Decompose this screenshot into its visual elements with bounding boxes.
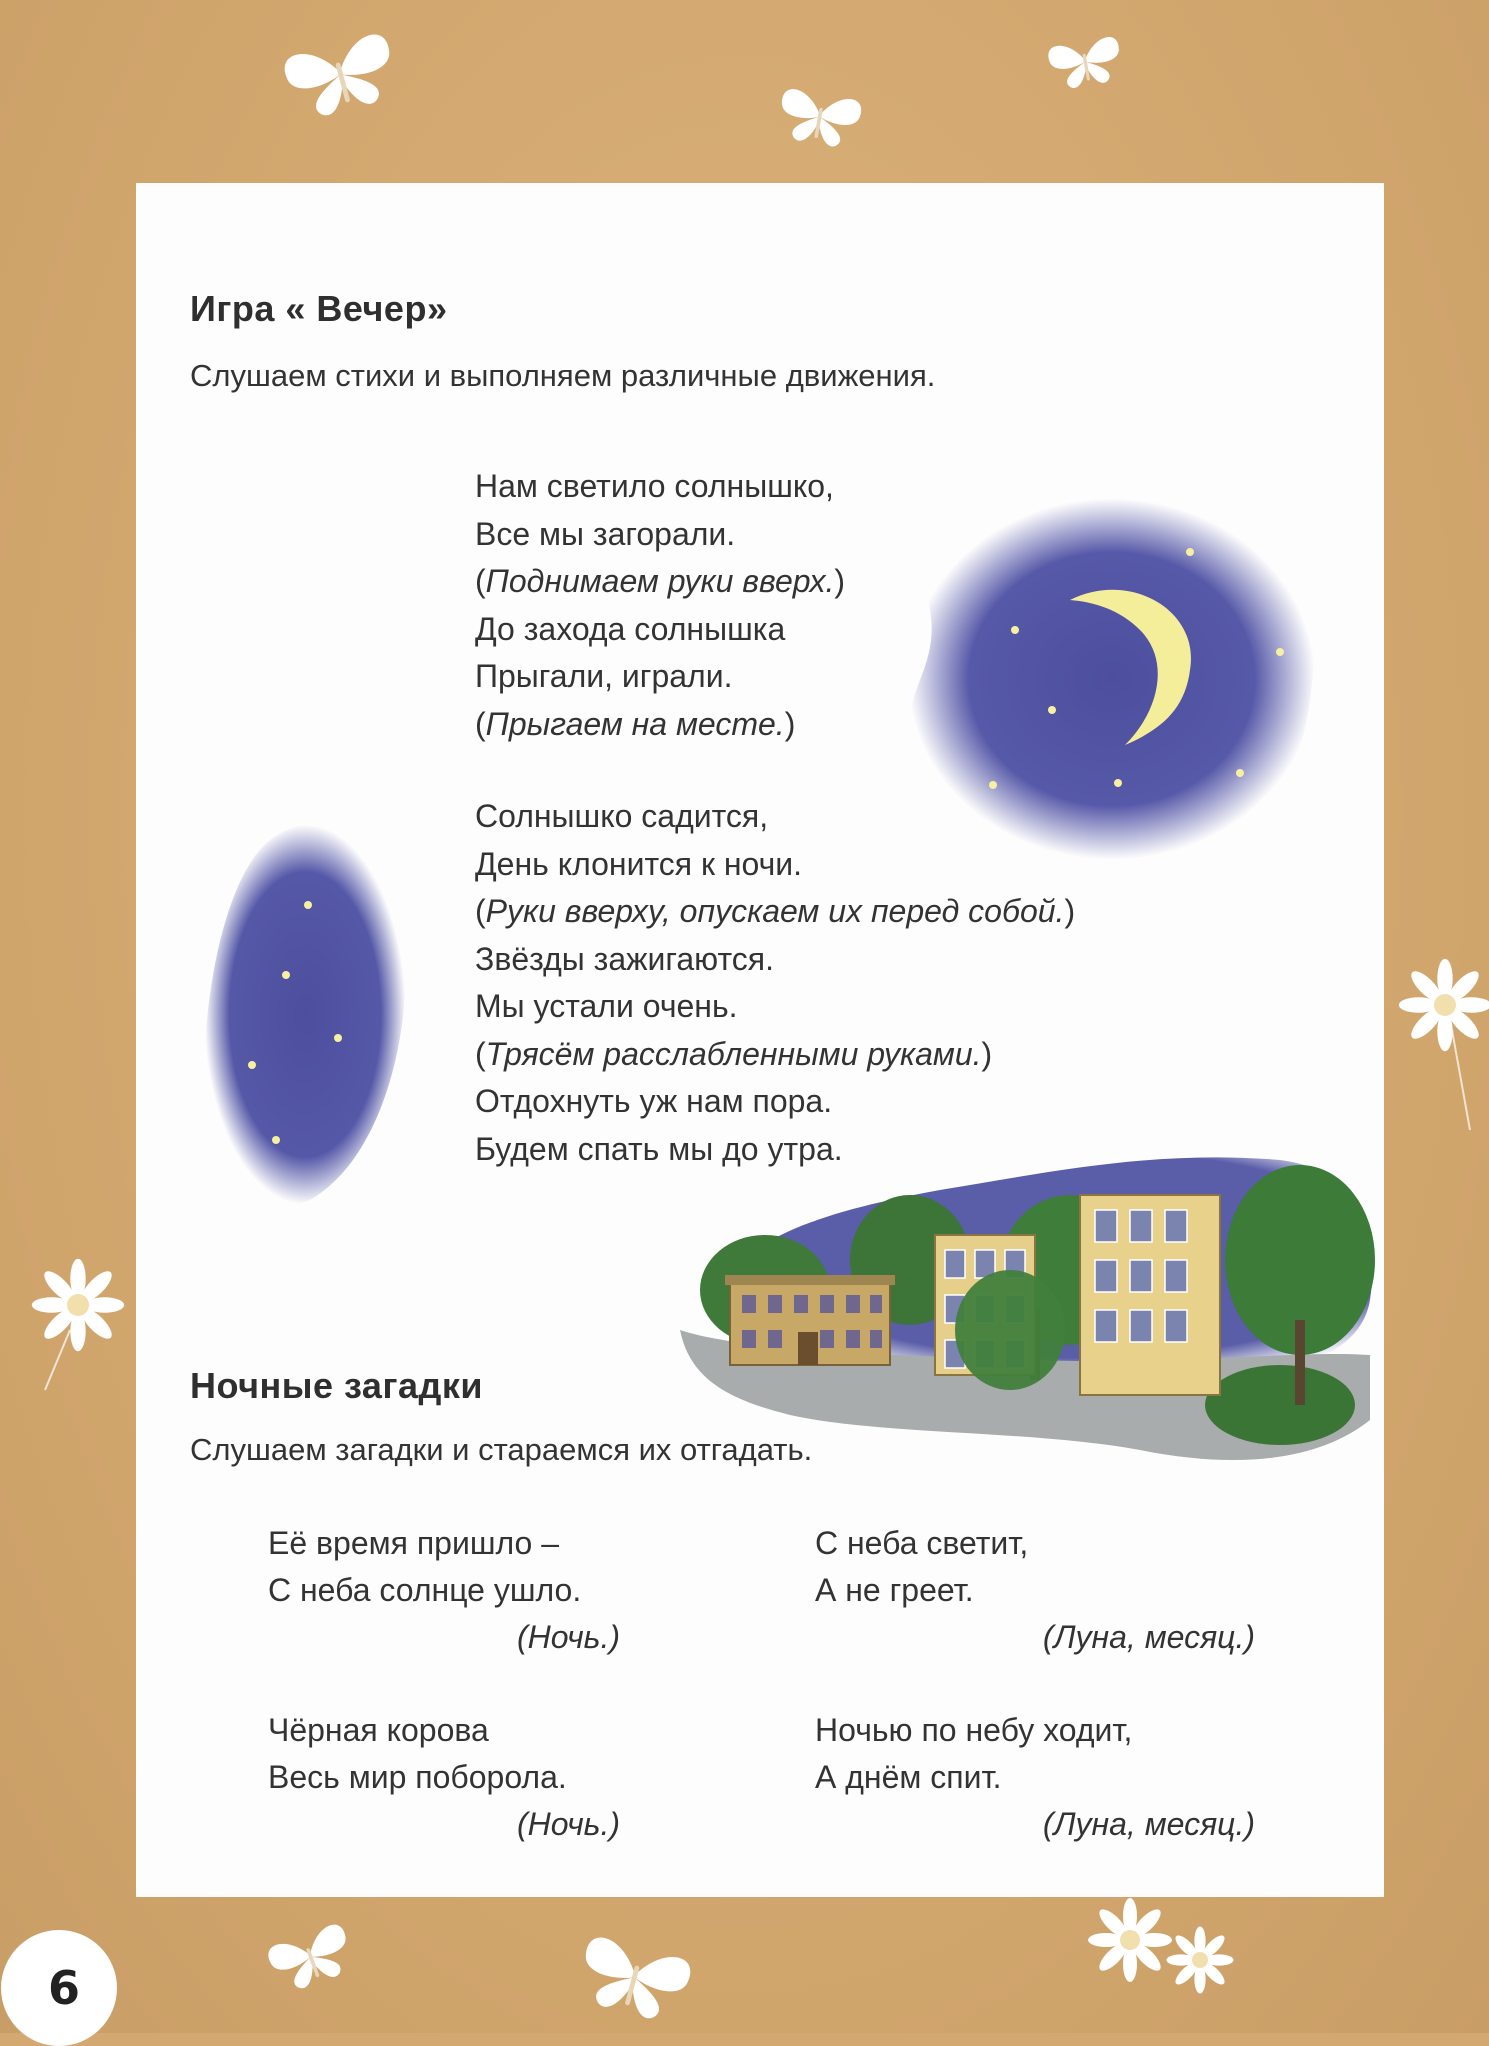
poem-line: Нам светило солнышко,: [475, 468, 834, 504]
page-number: 6: [1, 1930, 117, 2046]
poem-stage-direction: (Руки вверху, опускаем их перед собой.): [475, 893, 1076, 929]
riddle-line: С неба солнце ушло.: [268, 1572, 582, 1608]
poem-line: День клонится к ночи.: [475, 845, 803, 882]
poem-stage-direction-text: Руки вверху, опускаем их перед собой.: [485, 893, 1065, 929]
night-sky-stars-illustration: [190, 800, 430, 1220]
riddle-answer: (Луна, месяц.): [1042, 1806, 1255, 1842]
riddle-line: Ночью по небу ходит,: [815, 1712, 1133, 1748]
poem-stage-direction: (Поднимаем руки вверх.): [475, 563, 846, 599]
poem-line: До захода солнышка: [475, 610, 786, 647]
daisy-icon: [1399, 959, 1489, 1051]
riddle-line: А не греет.: [815, 1572, 974, 1608]
butterfly-icon: [776, 87, 863, 150]
daisy-icon: [32, 1259, 124, 1351]
game-intro: Слушаем стихи и выполняем различные движения.: [190, 358, 936, 393]
poem-line: Все мы загорали.: [475, 515, 736, 552]
riddle-1: [268, 1520, 620, 1661]
riddle-answer: (Луна, месяц.): [1042, 1619, 1255, 1655]
poem-line: Будем спать мы до утра.: [475, 1130, 843, 1167]
riddle-line: Весь мир поборола.: [268, 1759, 567, 1795]
butterfly-icon: [281, 31, 401, 123]
riddle-line: Её время пришло –: [268, 1525, 560, 1561]
town-illustration: [680, 1150, 1380, 1480]
riddles-intro: Слушаем загадки и стараемся их отгадать.: [190, 1432, 813, 1467]
riddle-line: Чёрная корова: [268, 1712, 489, 1748]
poem-line: Звёзды зажигаются.: [475, 940, 774, 977]
poem-line: Солнышко садится,: [475, 798, 769, 834]
riddle-4: [815, 1707, 1255, 1848]
poem-stage-direction-text: Поднимаем руки вверх.: [485, 563, 835, 599]
riddle-line: С неба светит,: [815, 1525, 1029, 1561]
poem-stage-direction: (Прыгаем на месте.): [475, 705, 796, 742]
daisy-icon: [1166, 1926, 1233, 1993]
riddle-line: А днём спит.: [815, 1759, 1002, 1795]
poem-stanza-1: [475, 463, 845, 748]
poem-stanza-2: [475, 793, 1075, 1173]
poem-line: Мы устали очень.: [475, 988, 738, 1024]
poem-stage-direction-text: Трясём расслабленными руками.: [485, 1035, 982, 1072]
poem-line: Отдохнуть уж нам пора.: [475, 1083, 833, 1119]
poem-stage-direction-text: Прыгаем на месте.: [485, 705, 785, 742]
riddles-title: Ночные загадки: [190, 1365, 483, 1406]
game-title: Игра « Вечер»: [190, 288, 448, 329]
riddle-2: [815, 1520, 1255, 1661]
poem-line: Прыгали, играли.: [475, 658, 733, 694]
riddle-3: [268, 1707, 620, 1848]
daisy-icon: [1088, 1898, 1172, 1982]
butterfly-icon: [1047, 35, 1125, 91]
butterfly-icon: [574, 1934, 694, 2026]
riddle-answer: (Ночь.): [516, 1619, 620, 1655]
riddle-answer: (Ночь.): [516, 1806, 620, 1842]
poem-stage-direction: (Трясём расслабленными руками.): [475, 1035, 993, 1072]
butterfly-icon: [265, 1922, 357, 1996]
